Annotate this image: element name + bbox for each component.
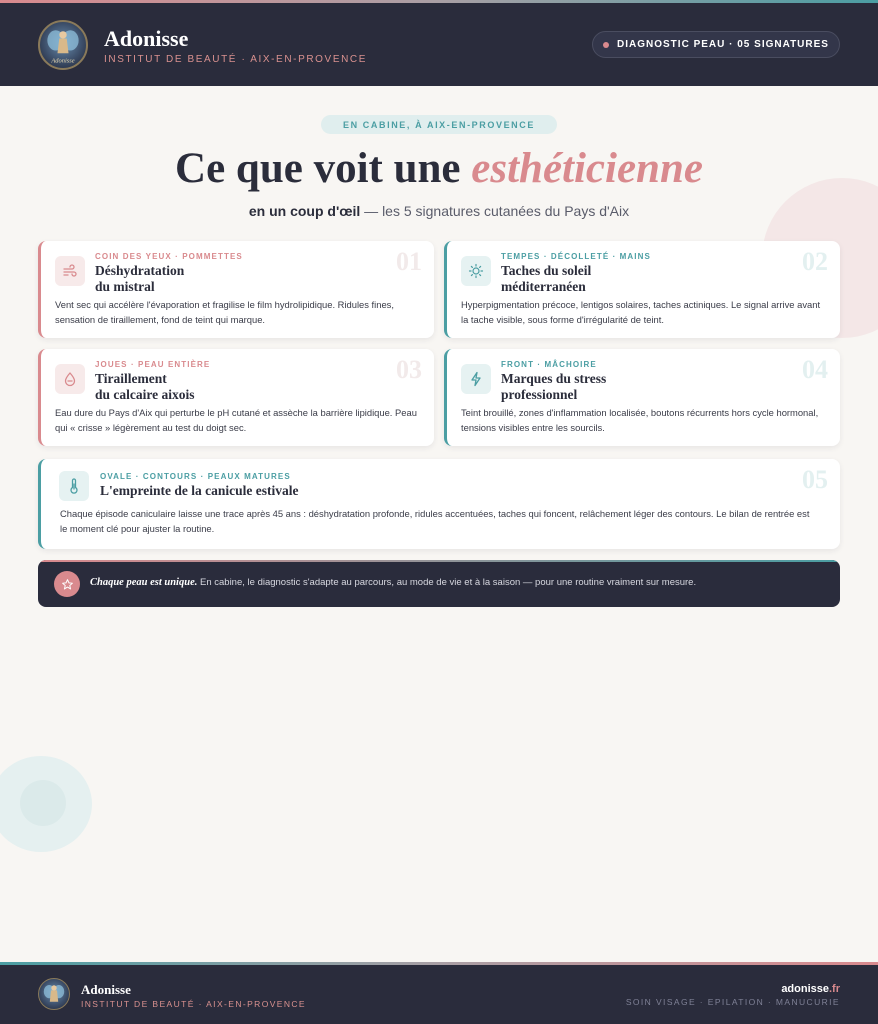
- unique-skin-banner: [38, 560, 840, 607]
- card-number: 04: [802, 355, 828, 384]
- fairy-logo-icon: [40, 22, 86, 68]
- footer-services: SOIN VISAGE · EPILATION · MANUCURIE: [625, 997, 840, 1007]
- hero-title-accent: esthéticienne: [471, 145, 703, 192]
- banner-text-rest: En cabine, le diagnostic s'adapte au parcours, au mode de vie et à la saison — pour une routine vraiment sur mesure.: [197, 577, 697, 588]
- star-icon: [54, 571, 80, 597]
- card-number: 01: [396, 247, 422, 276]
- diagnostic-badge: [592, 31, 840, 58]
- thermometer-icon: [59, 471, 89, 501]
- card-number: 03: [396, 355, 422, 384]
- card-description: Vent sec qui accélère l'évaporation et fragilise le film hydrolipidique. Ridules fines, sensation de tiraillement, fond de teint qui marque.: [55, 299, 394, 325]
- svg-text:Adonisse: Adonisse: [51, 57, 75, 65]
- footer-logo[interactable]: [38, 978, 70, 1010]
- hero-subtitle: [0, 203, 878, 219]
- signature-card-05: [38, 459, 840, 549]
- brand-logo[interactable]: [38, 20, 88, 70]
- decorative-teal-circle: [0, 756, 92, 852]
- card-tag: JOUES · PEAU ENTIÈRE: [95, 360, 211, 369]
- footer-website-link[interactable]: [781, 983, 840, 995]
- site-name: adonisse: [781, 983, 829, 995]
- card-title: Marques du stress professionnel: [501, 371, 607, 402]
- site-footer: [0, 962, 878, 1024]
- footer-gradient-strip: [0, 962, 878, 965]
- badge-label: DIAGNOSTIC PEAU · 05 SIGNATURES: [617, 39, 829, 50]
- sun-icon: [461, 256, 491, 286]
- card-number: 02: [802, 247, 828, 276]
- card-description: Chaque épisode caniculaire laisse une trace après 45 ans : déshydratation profonde, ridules accentuées, taches qui foncent, relâchement léger des contours. Le bilan de rentrée est le moment clé pour ajuster la routine.: [60, 508, 810, 534]
- footer-tagline: INSTITUT DE BEAUTÉ · AIX-EN-PROVENCE: [81, 999, 306, 1009]
- signature-card-03: [38, 349, 434, 446]
- card-tag: FRONT · MÂCHOIRE: [501, 360, 597, 369]
- signature-card-04: [444, 349, 840, 446]
- card-tag: TEMPES · DÉCOLLETÉ · MAINS: [501, 252, 651, 261]
- hero-subtitle-strong: en un coup d'œil: [248, 203, 361, 219]
- footer-brand-name: Adonisse: [81, 982, 131, 997]
- card-description: Teint brouillé, zones d'inflammation localisée, boutons récurrents hors cycle hormonal, tensions visibles entre les sourcils.: [461, 407, 819, 433]
- card-description: Hyperpigmentation précoce, lentigos solaires, taches actiniques. Le signal arrive avant la tache visible, sous forme d'irrégularité de teint.: [461, 299, 821, 325]
- site-tld: .fr: [829, 983, 840, 995]
- card-description: Eau dure du Pays d'Aix qui perturbe le pH cutané et assèche la barrière lipidique. Peau qui « crisse » légèrement au test du doigt sec.: [55, 407, 417, 433]
- card-title: L'empreinte de la canicule estivale: [100, 483, 299, 498]
- hero-subtitle-rest: — les 5 signatures cutanées du Pays d'Aix: [360, 203, 630, 219]
- banner-text-strong: Chaque peau est unique.: [90, 577, 198, 588]
- hero-title: [0, 144, 878, 193]
- banner-gradient-strip: [38, 560, 840, 562]
- badge-dot-icon: [603, 42, 609, 48]
- card-tag: OVALE · CONTOURS · PEAUX MATURES: [100, 472, 291, 481]
- card-title: Tiraillement du calcaire aixois: [95, 371, 195, 402]
- card-title: Déshydratation du mistral: [95, 263, 185, 294]
- brand-tagline: INSTITUT DE BEAUTÉ · AIX-EN-PROVENCE: [104, 54, 368, 65]
- site-header: [0, 0, 878, 86]
- card-tag: COIN DES YEUX · POMMETTES: [95, 252, 243, 261]
- card-title: Taches du soleil méditerranéen: [501, 263, 592, 294]
- signature-card-01: [38, 241, 434, 338]
- fairy-logo-icon: [39, 979, 69, 1009]
- hero-title-start: Ce que voit une: [175, 145, 472, 192]
- banner-text: [90, 577, 696, 588]
- lightning-icon: [461, 364, 491, 394]
- hero-eyebrow: EN CABINE, À AIX-EN-PROVENCE: [321, 115, 557, 134]
- wind-icon: [55, 256, 85, 286]
- card-number: 05: [802, 465, 828, 494]
- signature-card-02: [444, 241, 840, 338]
- droplet-icon: [55, 364, 85, 394]
- brand-name: Adonisse: [104, 26, 189, 51]
- header-gradient-strip: [0, 0, 878, 3]
